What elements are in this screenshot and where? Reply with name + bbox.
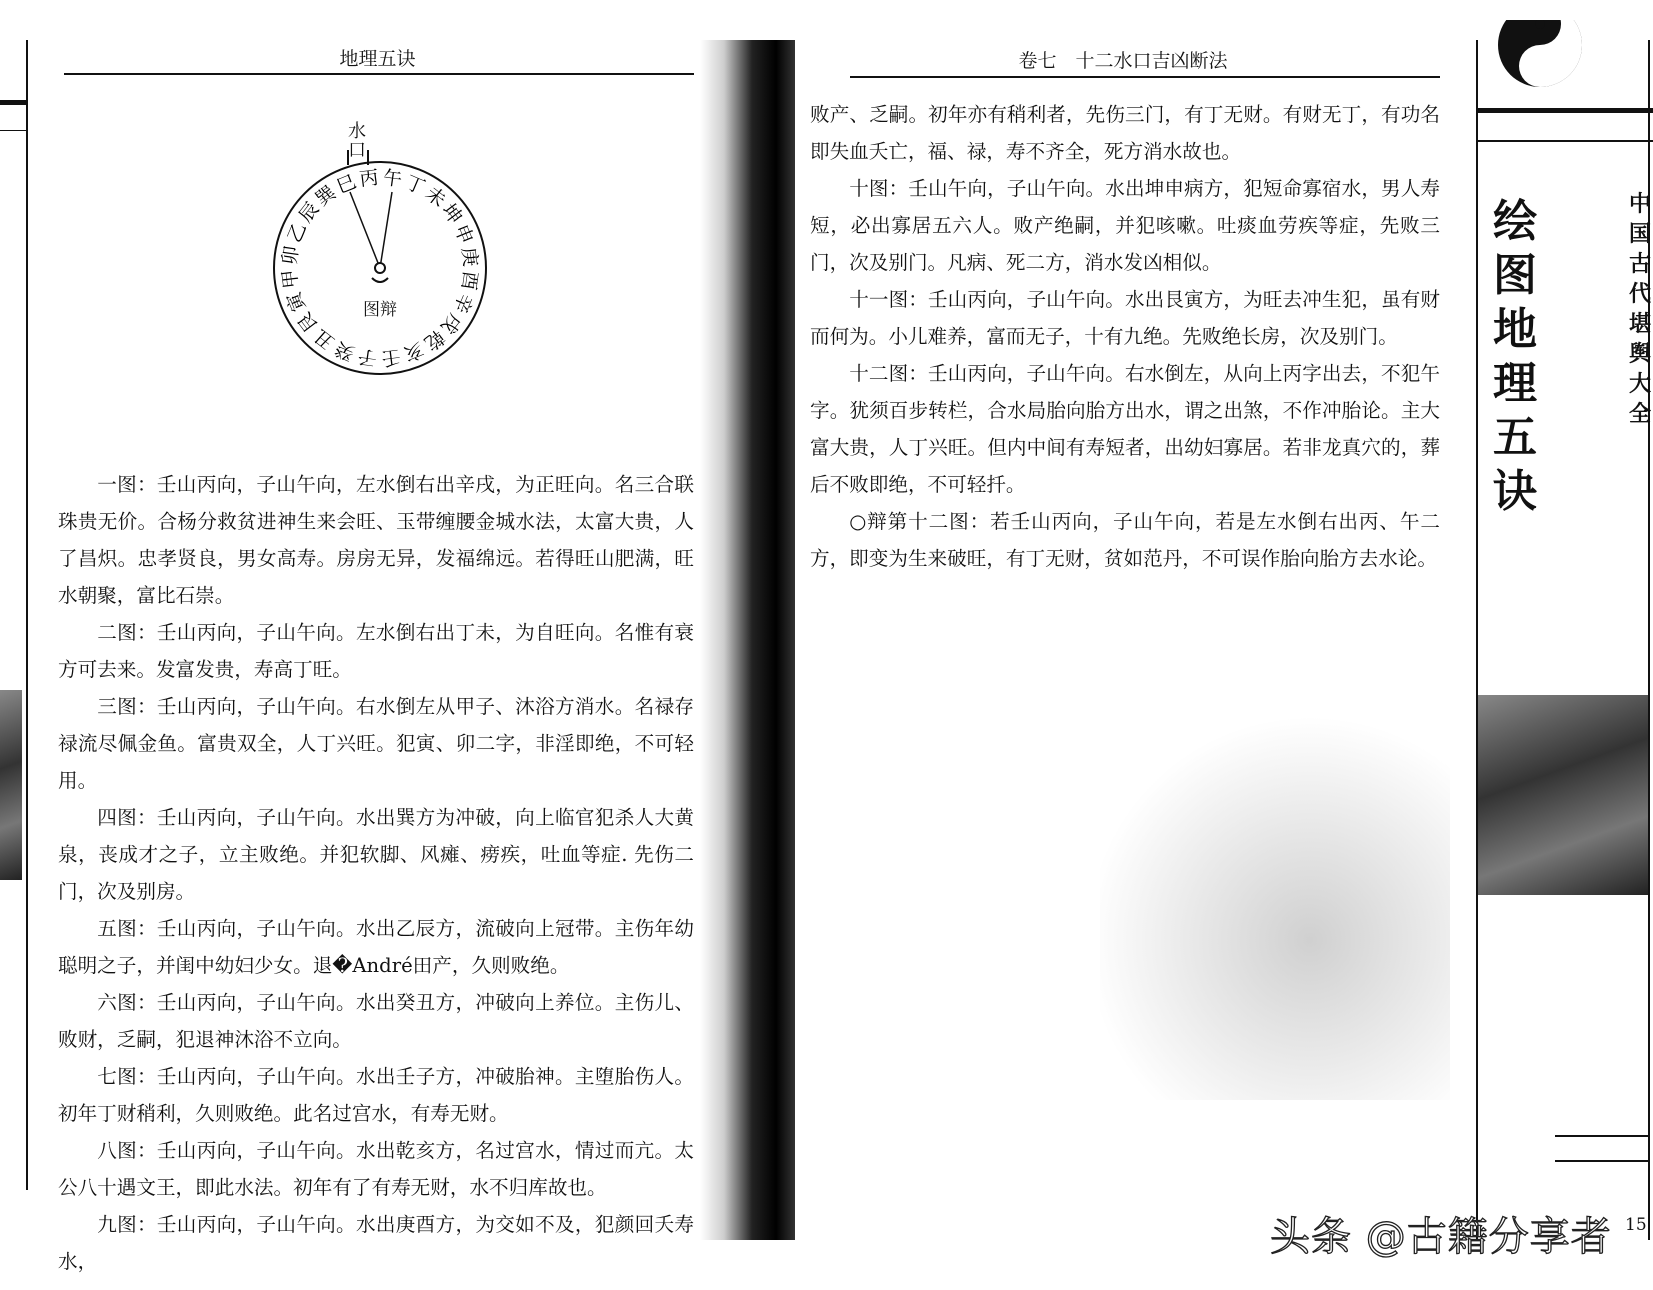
ring-label: 巽 — [311, 181, 341, 211]
ring-label: 庚 — [457, 246, 482, 268]
direction-line-right — [380, 192, 392, 268]
ring-label: 寅 — [282, 288, 311, 315]
left-edge-image — [0, 690, 22, 880]
right-body-text — [810, 96, 1440, 577]
ring-label: 巳 — [333, 170, 360, 199]
compass-diagram — [260, 120, 500, 390]
ring-label: 未 — [421, 182, 450, 212]
ring-label: 乾 — [419, 325, 449, 355]
left-edge-band-thin — [0, 130, 26, 131]
scan-speckle — [1100, 700, 1450, 1100]
yin-yang-icon — [1495, 20, 1585, 90]
spine-band-bottom-2 — [1555, 1160, 1648, 1162]
spine-band-thin — [1476, 140, 1653, 142]
spine-image — [1478, 695, 1648, 895]
water-mouth-label: 水口 — [348, 121, 366, 161]
paragraph: 五图：壬山丙向，子山午向。水出乙辰方，流破向上冠带。主伤年幼聪明之子，并闺中幼妇少女。退�André田产，久则败绝。 — [58, 917, 694, 977]
page-number: 15 — [1625, 1215, 1647, 1235]
book-gutter-shadow — [700, 40, 795, 1240]
diagram-caption: 图辩 — [363, 300, 397, 320]
left-header-rule — [64, 73, 694, 75]
left-body-text — [58, 466, 694, 1280]
paragraph: 三图：壬山丙向，子山午向。右水倒左从甲子、沐浴方消水。名禄存禄流尽佩金鱼。富贵双全，人丁兴旺。犯寅、卯二字，非淫即绝，不可轻用。 — [58, 695, 694, 792]
spine-band — [1476, 108, 1653, 113]
paragraph: ○辩第十二图：若壬山丙向，子山午向，若是左水倒右出丙、午二方，即变为生来破旺，有丁无财，贫如范丹，不可误作胎向胎方去水论。 — [810, 510, 1440, 570]
right-running-head: 卷七 十二水口吉凶断法 — [1018, 50, 1228, 72]
ring-label: 亥 — [400, 337, 427, 366]
ring-label: 酉 — [456, 269, 482, 292]
spine-rule — [1476, 40, 1478, 1240]
paragraph: 九图：壬山丙向，子山午向。水出庚酉方，为交如不及，犯颜回夭寿水， — [58, 1213, 694, 1273]
paragraph: 十二图：壬山丙向，子山午向。右水倒左，从向上丙字出去，不犯午字。犹须百步转栏，合水局胎向胎方出水，谓之出煞，不作冲胎论。主大富大贵，人丁兴旺。但内中间有寿短者，出幼妇寡居。若非龙真穴的，葬后不败即绝，不可轻扦。 — [810, 362, 1440, 496]
ring-label: 卯 — [278, 244, 304, 267]
paragraph: 六图：壬山丙向，子山午向。水出癸丑方，冲破向上养位。主伤儿、败财，乏嗣，犯退神沐浴不立向。 — [58, 991, 694, 1051]
ring-label: 申 — [449, 221, 478, 248]
ring-label: 丙 — [358, 166, 380, 191]
direction-line-left — [350, 192, 380, 268]
paragraph: 八图：壬山丙向，子山午向。水出乾亥方，名过宫水，情过而亢。太公八十遇文王，即此水法。初年有了有寿无财，水不归库故也。 — [58, 1139, 694, 1199]
spine-band-bottom — [1555, 1135, 1648, 1137]
ring-label: 丁 — [402, 171, 429, 199]
paragraph: 四图：壬山丙向，子山午向。水出巽方为冲破，向上临官犯杀人大黄泉，丧成才之子，立主败绝。并犯软脚、风瘫、痨疾，吐血等症. 先伤二门，次及别房。 — [58, 806, 694, 903]
paragraph: 十图：壬山午向，子山午向。水出坤申病方，犯短命寡宿水，男人寿短，必出寡居五六人。败产绝嗣，并犯咳嗽。吐痰血劳疾等症，先败三门，次及别门。凡病、死二方，消水发凶相似。 — [810, 177, 1440, 274]
ring-label: 艮 — [293, 307, 323, 337]
left-edge-rule — [26, 40, 28, 1190]
ring-label: 辛 — [449, 290, 477, 317]
ring-label: 乙 — [283, 219, 311, 246]
continuation-paragraph: 败产、乏嗣。初年亦有稍利者，先伤三门，有丁无财。有财无丁，有功名即失血夭亡，福、禄，寿不齐全，死方消水故也。 — [810, 103, 1440, 163]
watermark: 头条 @古籍分享者 — [1270, 1214, 1612, 1260]
spine-series: 中国古代堪舆大全 — [1628, 192, 1651, 427]
paragraph: 七图：壬山丙向，子山午向。水出壬子方，冲破胎神。主堕胎伤人。初年丁财稍利，久则败绝。此名过宫水，有寿无财。 — [58, 1065, 694, 1125]
ring-label: 丑 — [310, 324, 339, 354]
paragraph: 二图：壬山丙向，子山午向。左水倒右出丁未，为自旺向。名惟有衰方可去来。发富发贵，寿高丁旺。 — [58, 621, 694, 681]
compass-svg — [260, 120, 500, 390]
ring-label: 癸 — [331, 337, 358, 365]
ring-label: 午 — [381, 166, 404, 192]
ring-label: 坤 — [437, 199, 467, 229]
left-running-head: 地理五诀 — [339, 48, 416, 70]
ring-label: 子 — [356, 344, 379, 370]
ring-label: 壬 — [380, 345, 402, 370]
center-arc — [372, 278, 388, 282]
ring-label: 戌 — [436, 309, 466, 338]
paragraph: 十一图：壬山丙向，子山午向。水出艮寅方，为旺去冲生犯，虽有财而何为。小儿难养，富而无子，十有九绝。先败绝长房，次及别门。 — [810, 288, 1440, 348]
right-header-rule — [850, 76, 1440, 78]
center-point — [375, 263, 385, 273]
left-edge-band — [0, 100, 26, 105]
ring-label: 甲 — [278, 268, 303, 290]
ring-label: 辰 — [294, 198, 324, 227]
spine-title: 绘图地理五诀 — [1493, 196, 1537, 517]
paragraph: 一图：壬山丙向，子山午向，左水倒右出辛戌，为正旺向。名三合联珠贵无价。合杨分救贫进神生来会旺、玉带缠腰金城水法，太富大贵，人了昌炽。忠孝贤良，男女高寿。房房无异，发福绵远。若得旺山肥满，旺水朝聚，富比石崇。 — [58, 473, 694, 607]
